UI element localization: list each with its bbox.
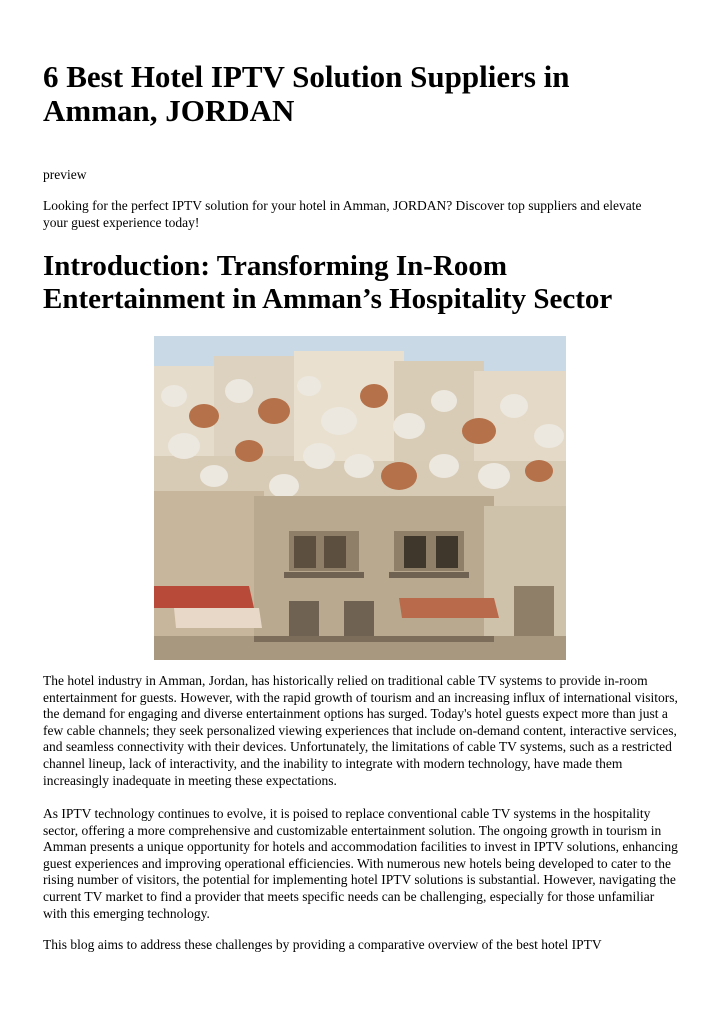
page-title: 6 Best Hotel IPTV Solution Suppliers in Amman, JORDAN [43, 59, 570, 128]
lead-paragraph: Looking for the perfect IPTV solution for your hotel in Amman, JORDAN? Discover top suppliers and elevate your guest experience today! [43, 198, 642, 230]
body-paragraph: As IPTV technology continues to evolve, it is poised to replace conventional cable TV systems in the hospitality sector, offering a more comprehensive and customizable entertainment solution. The ongoing growth in tourism in Amman presents a unique opportunity for hotels and accommodation facilities to invest in IPTV solutions, enhancing guest experiences and improving operational efficiencies. With numerous new hotels being developed to cater to the rising number of visitors, the potential for implementing hotel IPTV solutions is substantial. However, navigating the current TV market to find a provider that meets specific needs can be challenging, especially for those unfamiliar with this emerging technology. [43, 806, 678, 921]
body-paragraph: This blog aims to address these challenges by providing a comparative overview of the best hotel IPTV [43, 937, 602, 952]
body-paragraph: The hotel industry in Amman, Jordan, has historically relied on traditional cable TV systems to provide in-room entertainment for guests. However, with the rapid growth of tourism and an increasing influx of international visitors, the demand for engaging and diverse entertainment options has surged. Today's hotel guests expect more than just a few cable channels; they seek personalized viewing experiences that include on-demand content, interactive services, and seamless connectivity with their devices. Unfortunately, the limitations of cable TV systems, such as a restricted channel lineup, lack of interactivity, and the inability to integrate with modern technology, have made them increasingly inadequate in meeting these expectations. [43, 673, 678, 788]
section-heading: Introduction: Transforming In-Room Entertainment in Amman’s Hospitality Sector [43, 250, 613, 315]
preview-label: preview [43, 167, 87, 182]
rooftop-satellite-dishes-photo [154, 336, 566, 660]
